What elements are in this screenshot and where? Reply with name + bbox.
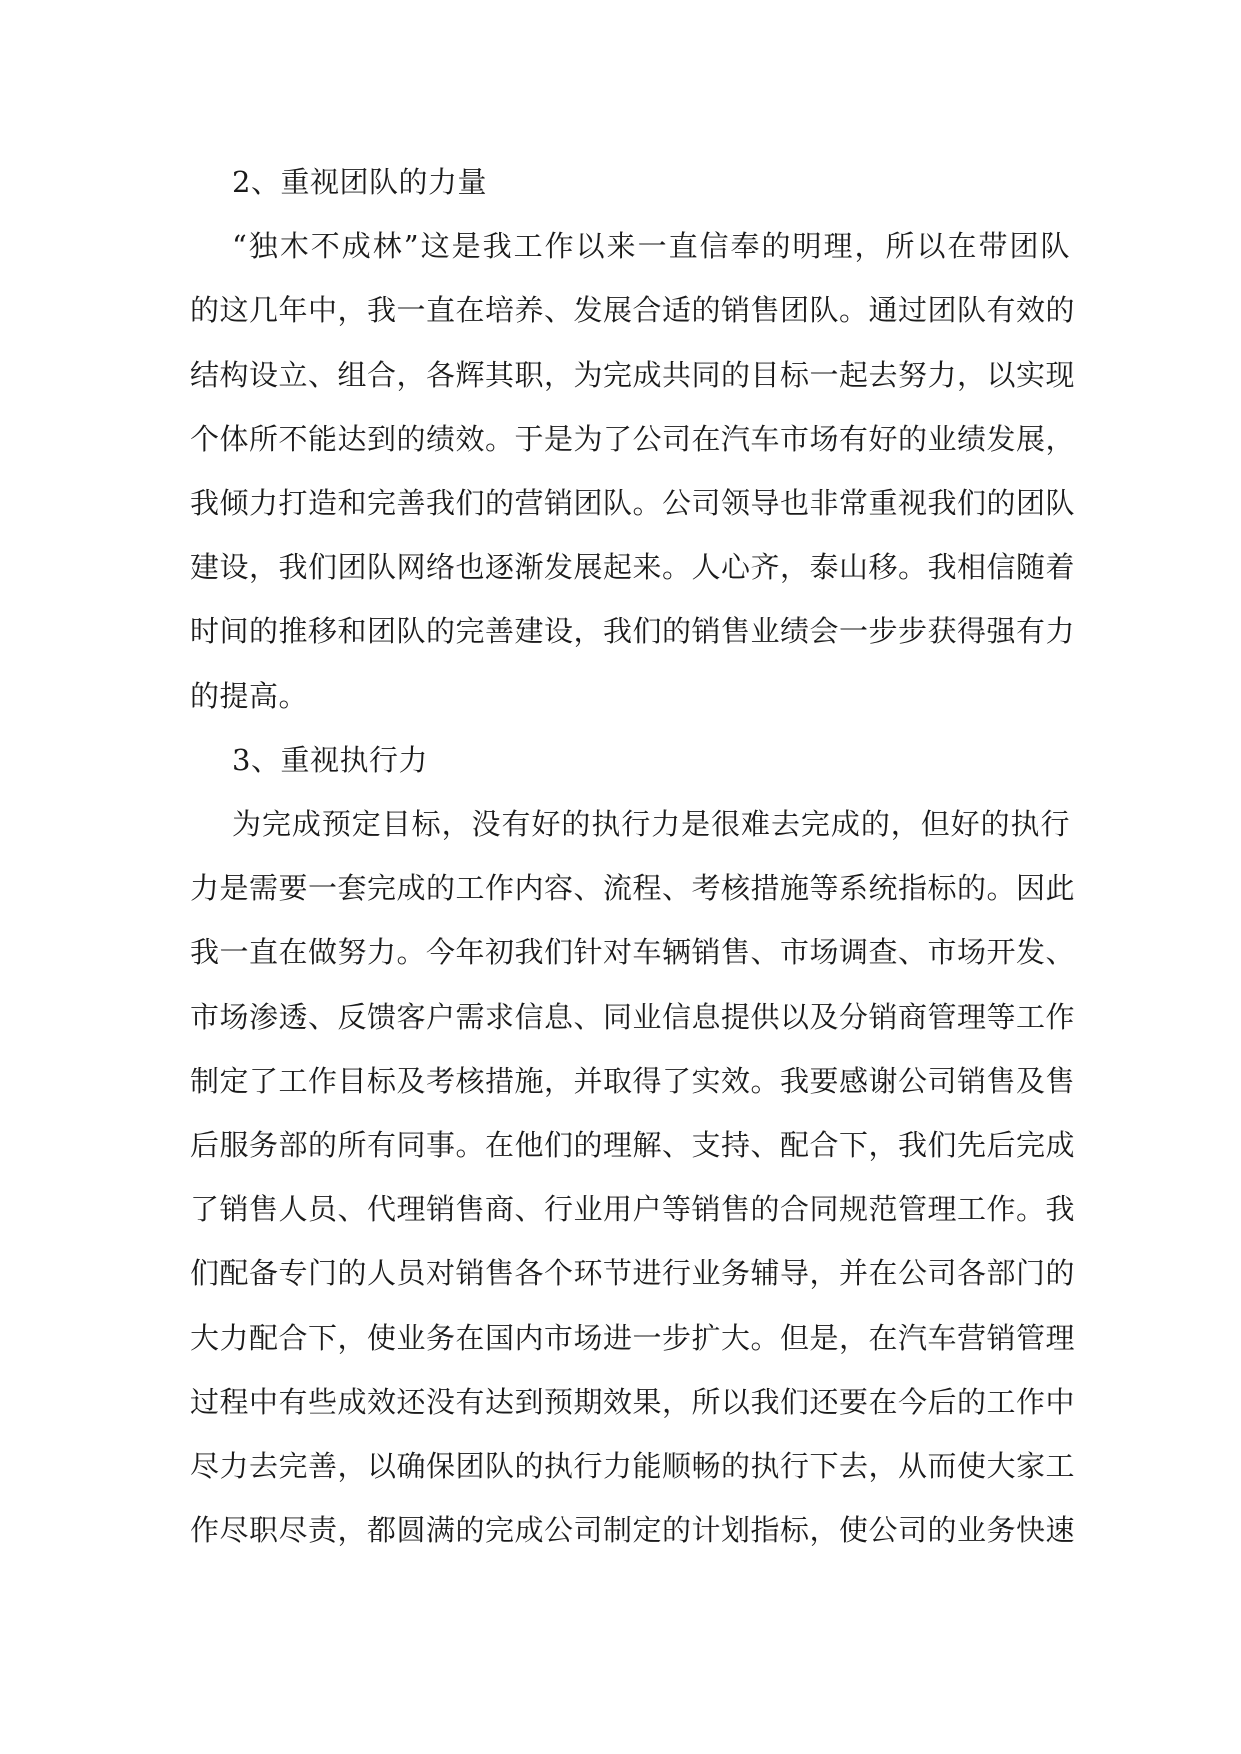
text-line: 了销售人员、代理销售商、行业用户等销售的合同规范管理工作。我 — [190, 1192, 1076, 1227]
text-line: 过程中有些成效还没有达到预期效果，所以我们还要在今后的工作中 — [190, 1384, 1076, 1419]
text-line: 为完成预定目标，没有好的执行力是很难去完成的，但好的执行 — [232, 807, 1070, 842]
text-line: 制定了工作目标及考核措施，并取得了实效。我要感谢公司销售及售 — [190, 1063, 1076, 1098]
paragraph — [190, 792, 1076, 1562]
text-line: 后服务部的所有同事。在他们的理解、支持、配合下，我们先后完成 — [190, 1128, 1076, 1163]
text-line: 我倾力打造和完善我们的营销团队。公司领导也非常重视我们的团队 — [190, 486, 1076, 521]
text-line: 们配备专门的人员对销售各个环节进行业务辅导，并在公司各部门的 — [190, 1256, 1076, 1291]
document-body — [190, 150, 1076, 1562]
text-line: 尽力去完善，以确保团队的执行力能顺畅的执行下去，从而使大家工 — [190, 1449, 1076, 1484]
text-line: 个体所不能达到的绩效。于是为了公司在汽车市场有好的业绩发展， — [190, 421, 1076, 456]
paragraph — [190, 214, 1076, 728]
text-line: 大力配合下，使业务在国内市场进一步扩大。但是，在汽车营销管理 — [190, 1320, 1076, 1355]
text-line: “独木不成林”这是我工作以来一直信奉的明理，所以在带团队 — [232, 229, 1070, 264]
text-line: 建设，我们团队网络也逐渐发展起来。人心齐，泰山移。我相信随着 — [190, 550, 1076, 585]
text-line: 作尽职尽责，都圆满的完成公司制定的计划指标，使公司的业务快速 — [190, 1513, 1076, 1548]
text-line: 市场渗透、反馈客户需求信息、同业信息提供以及分销商管理等工作 — [190, 999, 1076, 1034]
text-line: 力是需要一套完成的工作内容、流程、考核措施等系统指标的。因此 — [190, 871, 1076, 906]
text-line: 时间的推移和团队的完善建设，我们的销售业绩会一步步获得强有力 — [190, 614, 1076, 649]
text-line: 结构设立、组合，各辉其职，为完成共同的目标一起去努力，以实现 — [190, 357, 1076, 392]
text-line: 的提高。 — [190, 678, 309, 713]
text-line: 的这几年中，我一直在培养、发展合适的销售团队。通过团队有效的 — [190, 293, 1076, 328]
section-heading: 2、重视团队的力量 — [232, 165, 487, 199]
text-line: 我一直在做努力。今年初我们针对车辆销售、市场调查、市场开发、 — [190, 935, 1076, 970]
section-heading: 3、重视执行力 — [232, 742, 428, 777]
